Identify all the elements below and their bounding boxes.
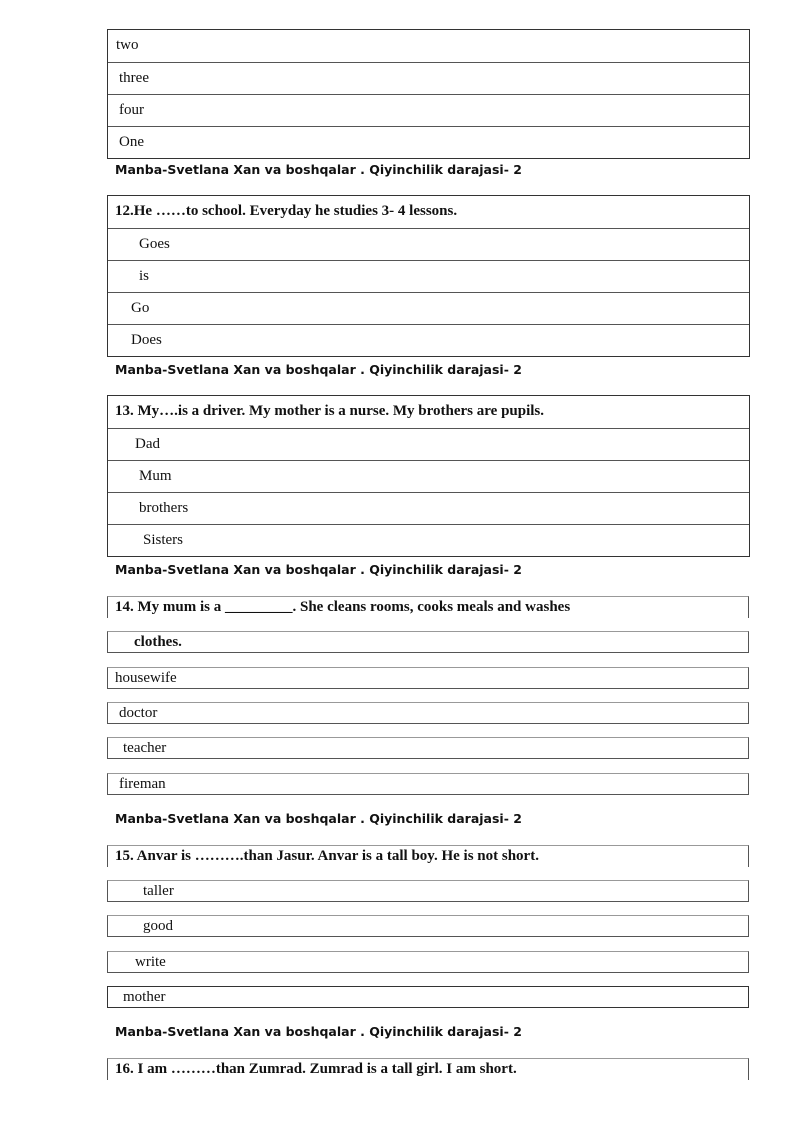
question-13-text: 13. My….is a driver. My mother is a nurse. My brothers are pupils. (115, 403, 545, 419)
option-row[interactable]: Dad (108, 428, 749, 460)
source-note: Manba-Svetlana Xan va boshqalar . Qiyinchilik darajasi- 2 (115, 562, 522, 577)
question-16-text: 16. I am ………than Zumrad. Zumrad is a tall girl. I am short. (107, 1058, 749, 1080)
option-row[interactable]: brothers (108, 492, 749, 524)
answer-table-previous (107, 29, 750, 159)
option-row[interactable]: housewife (107, 667, 749, 689)
option-row[interactable]: fireman (107, 773, 749, 795)
source-note: Manba-Svetlana Xan va boshqalar . Qiyinchilik darajasi- 2 (115, 1024, 522, 1039)
option-row[interactable]: two (116, 37, 139, 53)
option-row[interactable]: Go (108, 292, 749, 324)
question-12-table (107, 195, 750, 357)
source-note: Manba-Svetlana Xan va boshqalar . Qiyinchilik darajasi- 2 (115, 162, 522, 177)
option-row[interactable]: three (108, 62, 749, 94)
option-row[interactable]: doctor (107, 702, 749, 724)
option-row[interactable]: Does (108, 324, 749, 356)
question-14-text-line2: clothes. (107, 631, 749, 653)
option-row[interactable]: Goes (108, 228, 749, 260)
option-row[interactable]: Sisters (108, 524, 749, 556)
source-note: Manba-Svetlana Xan va boshqalar . Qiyinchilik darajasi- 2 (115, 362, 522, 377)
question-15-text: 15. Anvar is ……….than Jasur. Anvar is a tall boy. He is not short. (107, 845, 749, 867)
question-14-text-line1: 14. My mum is a _________. She cleans rooms, cooks meals and washes (107, 596, 749, 618)
option-row[interactable]: is (108, 260, 749, 292)
option-row[interactable]: write (107, 951, 749, 973)
question-12-text: 12.He ……to school. Everyday he studies 3- 4 lessons. (115, 203, 458, 219)
option-row[interactable]: teacher (107, 737, 749, 759)
option-row[interactable]: mother (107, 986, 749, 1008)
option-row[interactable]: good (107, 915, 749, 937)
source-note: Manba-Svetlana Xan va boshqalar . Qiyinchilik darajasi- 2 (115, 811, 522, 826)
option-row[interactable]: four (108, 94, 749, 126)
question-13-table (107, 395, 750, 557)
option-row[interactable]: Mum (108, 460, 749, 492)
option-row[interactable]: taller (107, 880, 749, 902)
option-row[interactable]: One (108, 126, 749, 158)
